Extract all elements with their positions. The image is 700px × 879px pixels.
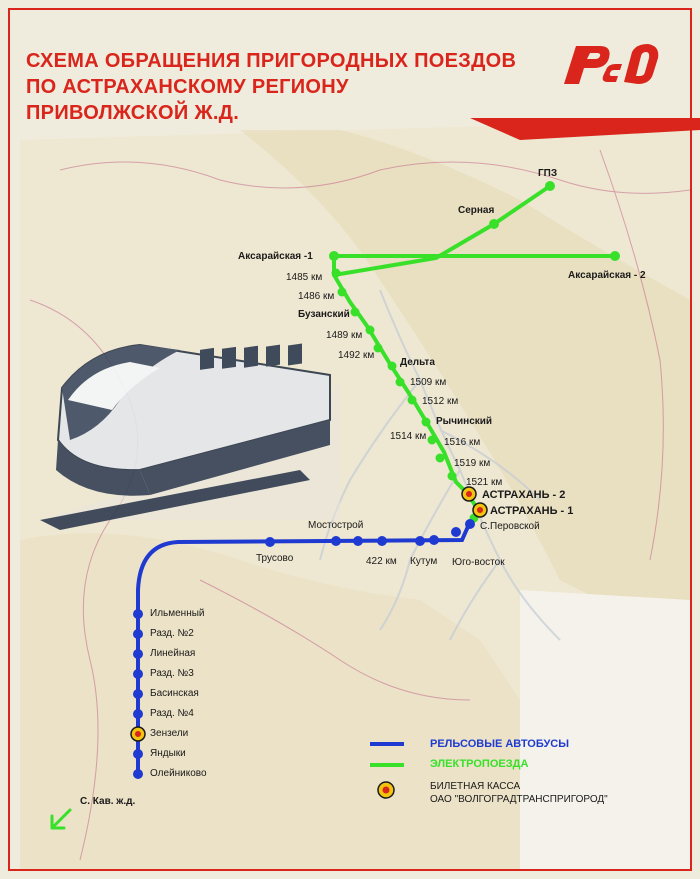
station-delta: Дельта (400, 357, 435, 368)
station-razd-2: Разд. №2 (150, 628, 194, 639)
legend-electric-trains: ЭЛЕКТРОПОЕЗДА (430, 758, 529, 770)
station-1486-km: 1486 км (298, 291, 335, 302)
legend-blue-swatch (370, 742, 404, 746)
station-razd-4: Разд. №4 (150, 708, 194, 719)
title-line-2: ПО АСТРАХАНСКОМУ РЕГИОНУ (26, 76, 349, 98)
station-422-km: 422 км (366, 556, 397, 567)
station-kutum: Кутум (410, 556, 438, 567)
station-aksaraiskaya-1: Аксарайская -1 (238, 251, 313, 262)
station-ilmenny: Ильменный (150, 608, 205, 619)
station-1489-km: 1489 км (326, 330, 363, 341)
arrow-down-left-icon (48, 806, 74, 832)
station-yugo-vostok: Юго-восток (452, 557, 505, 568)
station-zenzeli: Зензели (150, 728, 189, 739)
page-title (26, 48, 517, 126)
legend-ticket-office-line-2: ОАО "ВОЛГОГРАДТРАНСПРИГОРОД" (430, 794, 608, 805)
station-astrakhan-2: АСТРАХАНЬ - 2 (482, 489, 566, 501)
station-mostostroy: Мостострой (308, 520, 364, 531)
station-basinskaya: Басинская (150, 688, 199, 699)
legend-rail-buses: РЕЛЬСОВЫЕ АВТОБУСЫ (430, 738, 570, 750)
south-direction-label: С. Кав. ж.д. (80, 796, 136, 807)
station-yandyki: Яндыки (150, 748, 186, 759)
station-1521-km: 1521 км (466, 477, 503, 488)
station-razd-3: Разд. №3 (150, 668, 194, 679)
legend (366, 730, 666, 820)
station-astrakhan-1: АСТРАХАНЬ - 1 (490, 505, 574, 517)
title-line-3: ПРИВОЛЖСКОЙ Ж.Д. (26, 102, 240, 124)
station-1492-km: 1492 км (338, 350, 375, 361)
header (0, 0, 700, 140)
station-trusovo: Трусово (256, 553, 294, 564)
rzd-logo (562, 40, 662, 86)
station-1519-km: 1519 км (454, 458, 491, 469)
station-s-perovskoy: С.Перовской (480, 521, 540, 532)
station-aksaraiskaya-2: Аксарайская - 2 (568, 270, 646, 281)
station-1485-km: 1485 км (286, 272, 323, 283)
station-sernaya: Серная (458, 205, 495, 216)
station-buzanskiy: Бузанский (298, 309, 350, 320)
legend-green-swatch (370, 763, 404, 767)
station-1514-km: 1514 км (390, 431, 427, 442)
station-gpz: ГПЗ (538, 168, 558, 179)
title-line-1: СХЕМА ОБРАЩЕНИЯ ПРИГОРОДНЫХ ПОЕЗДОВ (26, 50, 517, 72)
station-1509-km: 1509 км (410, 377, 447, 388)
ticket-office-icon (376, 780, 396, 800)
station-1516-km: 1516 км (444, 437, 481, 448)
station-rychinskiy: Рычинский (436, 416, 493, 427)
legend-ticket-office-line-1: БИЛЕТНАЯ КАССА (430, 781, 521, 792)
station-oleynikovo: Олейниково (150, 768, 207, 779)
station-1512-km: 1512 км (422, 396, 459, 407)
station-lineynaya: Линейная (150, 648, 196, 659)
